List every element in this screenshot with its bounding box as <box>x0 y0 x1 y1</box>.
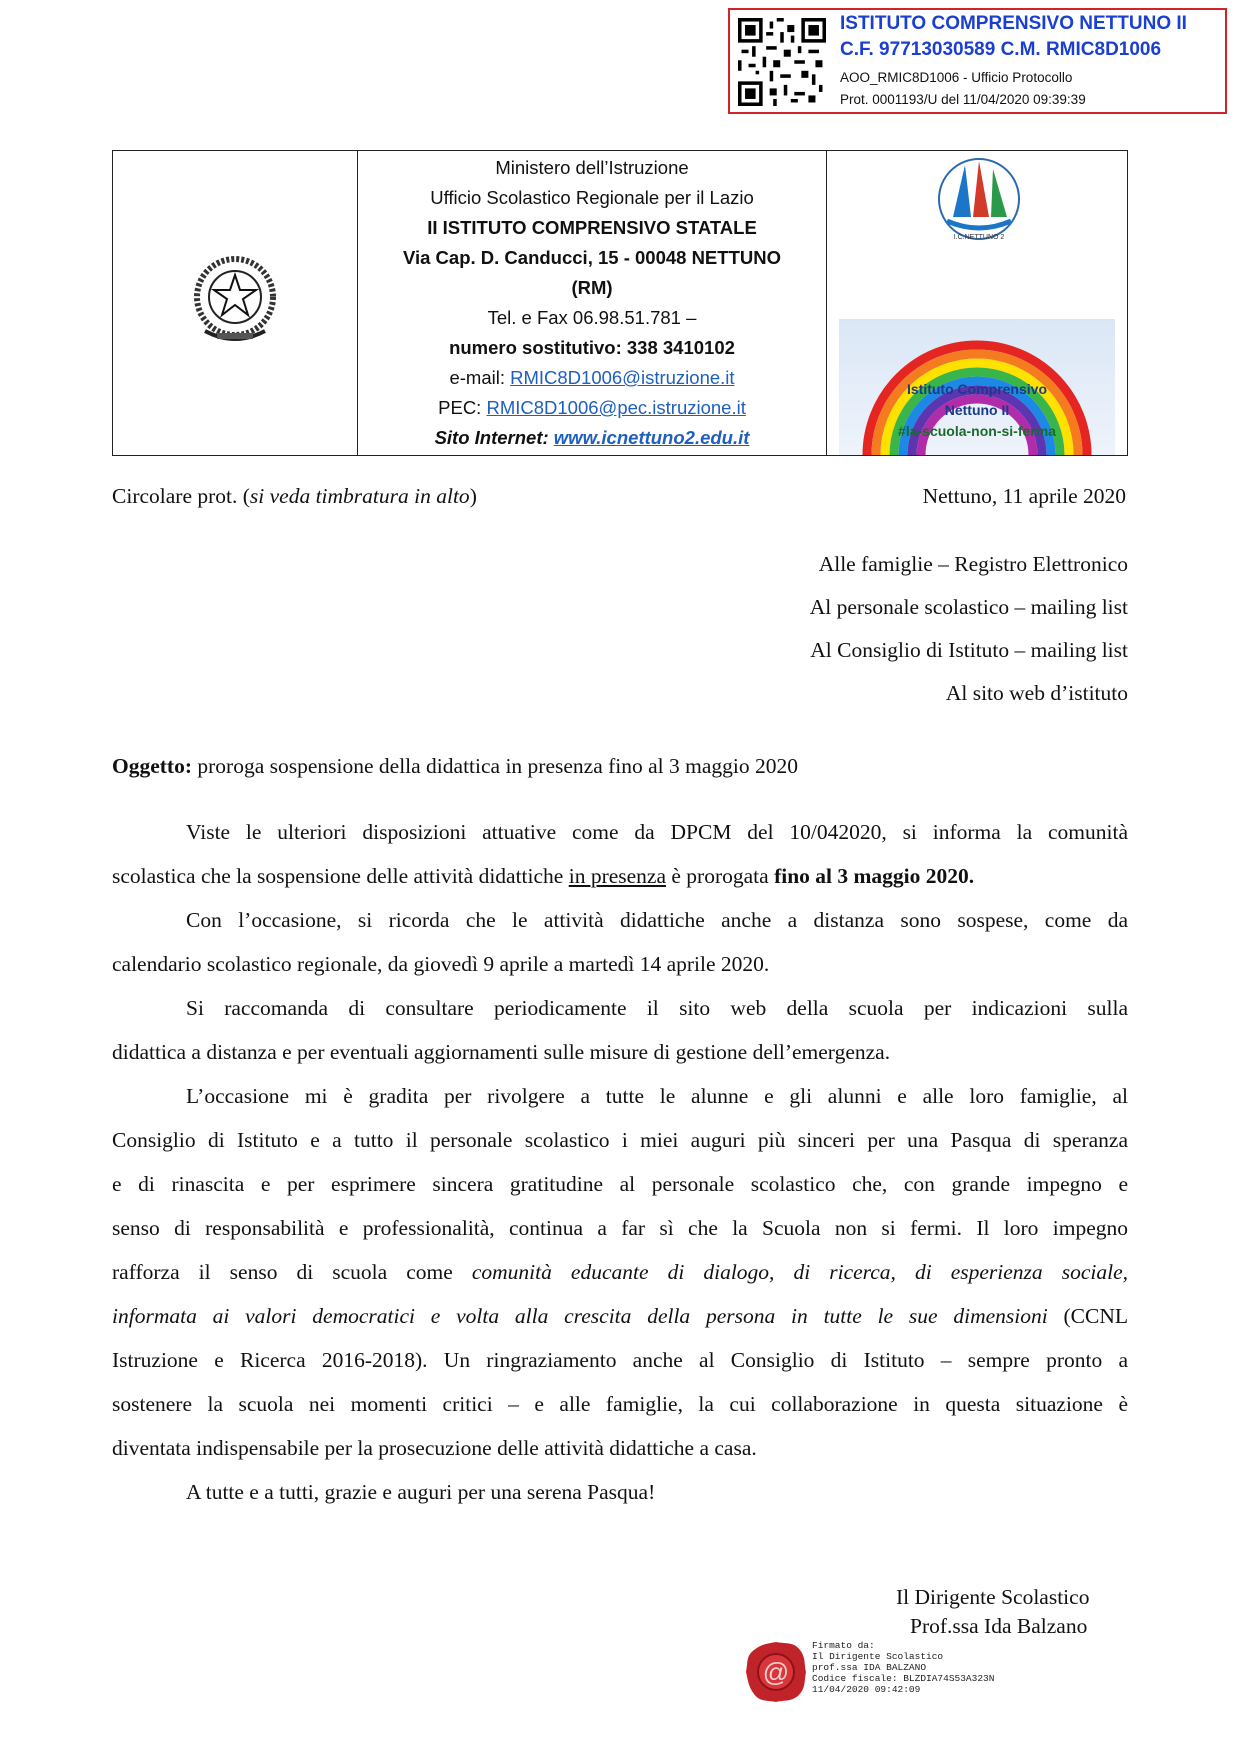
ministry-name: Ministero dell’Istruzione <box>495 157 689 178</box>
website-line <box>358 423 826 453</box>
signature-role: Il Dirigente Scolastico <box>896 1585 1090 1609</box>
rainbow-line-2: Nettuno II <box>944 402 1010 418</box>
stamp-protocol: Prot. 0001193/U del 11/04/2020 09:39:39 <box>840 92 1086 107</box>
p1-underlined: in presenza <box>568 864 667 888</box>
circolare-prefix: Circolare prot. ( <box>112 484 250 508</box>
rainbow-banner <box>839 319 1115 455</box>
school-info-cell <box>358 151 827 455</box>
emblem-cell <box>113 151 358 455</box>
p2-line-1: Con l’occasione, si ricorda che le attività didattiche anche a distanza sono sospese, come da <box>186 908 1128 932</box>
protocol-stamp <box>728 8 1227 114</box>
email-link[interactable]: RMIC8D1006@istruzione.it <box>510 367 735 388</box>
digsig-role: Il Dirigente Scolastico <box>812 1651 944 1662</box>
digsig-fiscal-code: Codice fiscale: BLZDIA74S53A323N <box>812 1673 995 1684</box>
stamp-school-name: ISTITUTO COMPRENSIVO NETTUNO II <box>840 13 1187 34</box>
p4-line-1: L’occasione mi è gradita per rivolgere a tutte le alunne e gli alunni e alle loro famiglie, al <box>186 1084 1128 1108</box>
closing-greeting: A tutte e a tutti, grazie e auguri per una serena Pasqua! <box>186 1480 656 1504</box>
circolare-note: si veda timbratura in alto <box>249 484 470 508</box>
subject-text: proroga sospensione della didattica in presenza fino al 3 maggio 2020 <box>192 754 799 778</box>
p1-line-2 <box>112 864 974 889</box>
recipient-4: Al sito web d’istituto <box>945 681 1128 705</box>
svg-text:@: @ <box>762 1657 790 1687</box>
p1-line-1: Viste le ulteriori disposizioni attuative come da DPCM del 10/042020, si informa la comunità <box>186 820 1128 844</box>
website-link[interactable]: www.icnettuno2.edu.it <box>553 427 750 448</box>
digsig-timestamp: 11/04/2020 09:42:09 <box>812 1684 921 1695</box>
school-sailboat-logo-icon <box>931 155 1027 247</box>
p4-line-2: Consiglio di Istituto e a tutto il personale scolastico i miei auguri più sinceri per una Pasqua di speranza <box>112 1128 1128 1152</box>
digsig-label: Firmato da: <box>812 1640 875 1651</box>
email-line <box>358 363 826 393</box>
pec-label: PEC: <box>438 397 487 418</box>
pec-line <box>358 393 826 423</box>
recipient-1: Alle famiglie – Registro Elettronico <box>818 552 1128 576</box>
school-province: (RM) <box>571 277 613 298</box>
circolare-reference <box>112 484 477 509</box>
wax-seal-icon <box>744 1640 808 1704</box>
place-date: Nettuno, 11 aprile 2020 <box>922 484 1126 508</box>
subject-line <box>112 754 798 779</box>
p4-line-7: Istruzione e Ricerca 2016-2018). Un ringraziamento anche al Consiglio di Istituto – sempre pronto a <box>112 1348 1128 1372</box>
sailboat-logo-text: I.C.NETTUNO 2 <box>953 234 1005 241</box>
regional-office: Ufficio Scolastico Regionale per il Lazio <box>430 187 754 208</box>
email-label: e-mail: <box>449 367 511 388</box>
school-name: II ISTITUTO COMPRENSIVO STATALE <box>427 217 757 238</box>
school-address: Via Cap. D. Canducci, 15 - 00048 NETTUNO <box>402 247 781 268</box>
logos-cell <box>827 151 1127 455</box>
p4-line-9: diventata indispensabile per la prosecuzione delle attività didattiche a casa. <box>112 1436 757 1460</box>
p1-bold-date: fino al 3 maggio 2020. <box>774 864 975 888</box>
rainbow-line-1: Istituto Comprensivo <box>906 381 1047 397</box>
signature-name: Prof.ssa Ida Balzano <box>910 1614 1088 1638</box>
p3-line-2: didattica a distanza e per eventuali aggiornamenti sulle misure di gestione dell’emergenza. <box>112 1040 891 1064</box>
p4-line-5-text: rafforza il senso di scuola come <box>112 1260 472 1284</box>
pec-link[interactable]: RMIC8D1006@pec.istruzione.it <box>486 397 746 418</box>
circolare-suffix: ) <box>469 484 477 508</box>
italian-republic-emblem-icon <box>187 251 283 347</box>
subject-label: Oggetto: <box>112 754 192 778</box>
p4-line-5 <box>112 1260 1128 1285</box>
recipient-3: Al Consiglio di Istituto – mailing list <box>810 638 1128 662</box>
p4-line-6-text: (CCNL <box>1047 1304 1128 1328</box>
digsig-name: prof.ssa IDA BALZANO <box>812 1662 927 1673</box>
stamp-aoo: AOO_RMIC8D1006 - Ufficio Protocollo <box>840 70 1073 85</box>
p4-line-5-italic: comunità educante di dialogo, di ricerca, di esperienza sociale, <box>471 1260 1129 1284</box>
p4-line-6 <box>112 1304 1128 1329</box>
qr-code-icon <box>738 18 826 106</box>
p4-line-8: sostenere la scuola nei momenti critici – e alle famiglie, la cui collaborazione in questa situazione è <box>112 1392 1128 1416</box>
recipient-2: Al personale scolastico – mailing list <box>809 595 1128 619</box>
letterhead-table <box>112 150 1128 456</box>
p2-line-2: calendario scolastico regionale, da giovedì 9 aprile a martedì 14 aprile 2020. <box>112 952 770 976</box>
rainbow-hashtag: #la-scuola-non-si-ferma <box>898 423 1056 439</box>
alternate-number: numero sostitutivo: 338 3410102 <box>449 337 735 358</box>
p4-line-6-italic: informata ai valori democratici e volta alla crescita della persona in tutte le sue dimensioni <box>112 1304 1048 1328</box>
stamp-codes: C.F. 97713030589 C.M. RMIC8D1006 <box>840 39 1162 60</box>
website-label: Sito Internet: <box>434 427 554 448</box>
p4-line-3: e di rinascita e per esprimere sincera gratitudine al personale scolastico che, con grande impegno e <box>112 1172 1128 1196</box>
p1-text-b: è prorogata <box>666 864 775 888</box>
p1-text-a: scolastica che la sospensione delle attività didattiche <box>112 864 569 888</box>
p4-line-4: senso di responsabilità e professionalità, continua a far sì che la Scuola non si fermi. Il loro impegno <box>112 1216 1128 1240</box>
school-phone: Tel. e Fax 06.98.51.781 – <box>487 307 697 328</box>
p3-line-1: Si raccomanda di consultare periodicamente il sito web della scuola per indicazioni sulla <box>186 996 1128 1020</box>
